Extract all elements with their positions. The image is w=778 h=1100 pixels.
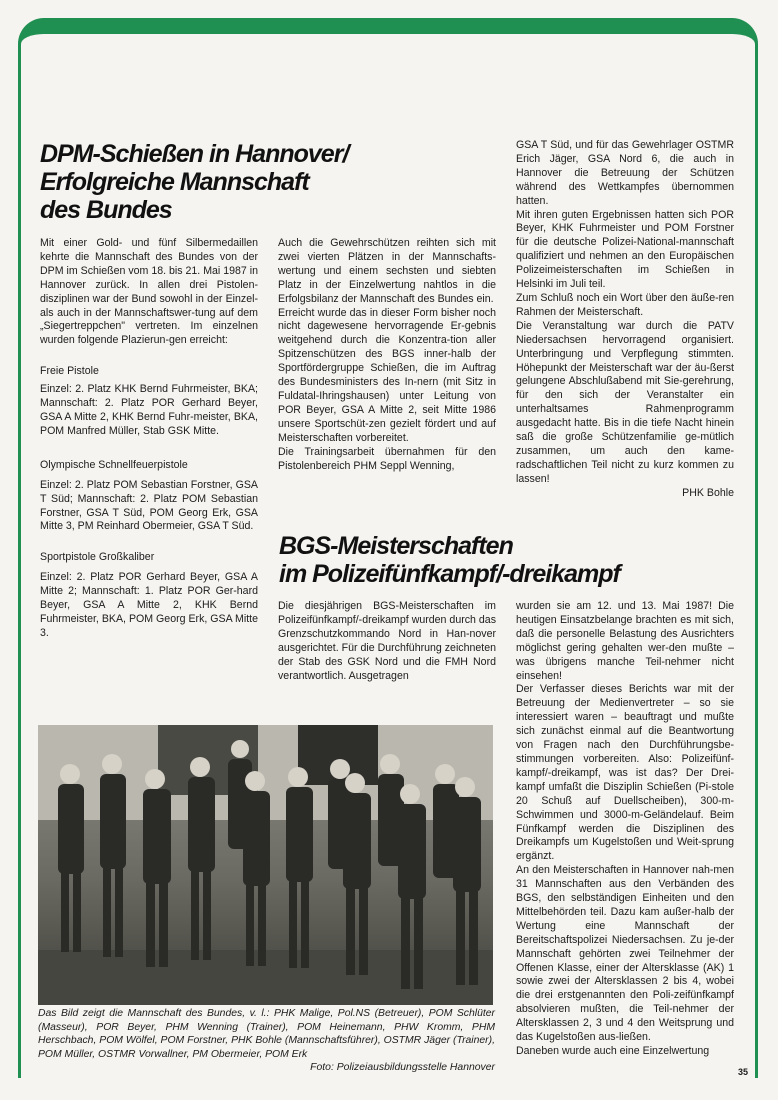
article1-column-1 <box>40 237 258 641</box>
result-freie-pistole: Einzel: 2. Platz KHK Bernd Fuhrmeister, BKA; Mannschaft: 2. Platz POR Gerhard Beyer, GSA A Mitte 2, KHK Bernd Fuhr-meister, BKA, POM Manfred Müller, Stab GSK Mitte. <box>40 383 258 437</box>
team-photo-image <box>38 725 493 1005</box>
article2-column-1 <box>278 600 496 683</box>
subheading-schnellfeuerpistole: Olympische Schnellfeuerpistole <box>40 458 188 471</box>
photo-credit: Foto: Polizeiausbildungsstelle Hannover <box>310 1062 495 1074</box>
paragraph: Zum Schluß noch ein Wort über den äuße-ren Rahmen der Meisterschaft. <box>516 291 734 318</box>
paragraph: An den Meisterschaften in Hannover nah-men 31 Mannschaften aus den Verbänden des BGS, den selbständigen Einheiten und den Mittelbehörden teil. Dazu kam außer-halb der Wertung eine Mannschaft der Bereitschaftspolizei Niedersachsen. Zu je-der Mannschaft gehörten zwei Teilnehmer der Offenen Klasse, einer der Altersklasse (AK) 1 sowie zwei der Altersklassen 2 bis 4, wobei die drei erstgenannten den Poli-zeifünfkampf absolvieren mußten, die Teil-nehmer der Altersklassen 2, 3 und 4 den Weitsprung und das Kugelstoßen aus-ließen. <box>516 864 734 1044</box>
caption-text: Das Bild zeigt die Mannschaft des Bundes, v. l.: PHK Malige, Pol.NS (Betreuer), POM Schlüter (Masseur), POR Beyer, PHM Wenning (Trainer), POM Heinemann, PHW Kromm, PHM Herschbach, POM Wölfel, POM Forstner, PHK Bohle (Mannschaftsführer), OSTMR Jäger (Trainer), POM Müller, OSTMR Vorwallner, PM Obermeier, POM Erk <box>38 1008 495 1060</box>
page-number: 35 <box>738 1067 749 1077</box>
article2-title-line: im Polizeifünfkampf/-dreikampf <box>279 560 620 588</box>
article1-title-line: Erfolgreiche Mannschaft <box>40 168 309 196</box>
team-photo <box>38 725 493 1005</box>
paragraph: Daneben wurde auch eine Einzelwertung <box>516 1045 710 1057</box>
result-sportpistole: Einzel: 2. Platz POR Gerhard Beyer, GSA A Mitte 2; Mannschaft: 1. Platz POR Ger-hard Beyer, GSA A Mitte 2, KHK Bernd Fuhrmeister, BKA, POM Georg Erk, GSA Mitte 3. <box>40 571 258 639</box>
article2-title <box>279 532 739 588</box>
paragraph: Erreicht wurde das in dieser Form bisher noch nicht dagewesene hervorragende Er-gebnis weitgehend durch die Konzentra-tion aller Spitzenschützen des BGS inner-halb der Sportfördergruppe Schießen, die im Auftrag des Bundesministers des In-nern (mit Sitz in Fuldatal-Ihringshausen) unter Leitung von POR Beyer, GSA A Mitte 2, seit Mitte 1986 unsere Sportschüt-zen gezielt fördert und auf Meisterschaften vorbereitet. <box>278 306 496 444</box>
paragraph: GSA T Süd, und für das Gewehrlager OSTMR Erich Jäger, GSA Nord 6, die auch in Hannover die Betreuung der Schützen während des Wettkampfes übernommen hatten. <box>516 139 734 207</box>
article1-title-line: des Bundes <box>40 196 172 224</box>
article1-column-2 <box>278 237 496 473</box>
article1-title-line: DPM-Schießen in Hannover/ <box>40 140 349 168</box>
paragraph: Auch die Gewehrschützen reihten sich mit zwei vierten Plätzen in der Mannschafts-wertung und einem sechsten und siebten Platz in der Einzelwertung nahtlos in die Erfolgsbilanz der Mannschaft des Bundes ein. <box>278 237 496 305</box>
paragraph: Die Veranstaltung war durch die PATV Niedersachsen hervorragend organisiert. Unterbringung und Verpflegung stimmten. Höhepunkt der Meisterschaft war der äu-ßerst gelungene Abschlußabend mit Sie-gerehrung, für den sich der Veranstalter ein unterhaltsames Rahmenprogramm ausgedacht hatte. Bis in die tiefe Nacht hinein saß die große Schützenfamilie ge-mütlich zusammen, um auch den kame-radschaftlichen Teil nicht zu kurz kommen zu lassen! <box>516 319 734 485</box>
article1-title <box>40 140 440 224</box>
article2-column-2 <box>516 600 734 1059</box>
result-schnellfeuerpistole: Einzel: 2. Platz POM Sebastian Forstner, GSA T Süd; Mannschaft: 2. Platz POM Sebastian Forstner, GSA T Süd, POM Georg Erk, GSA Mitte 3, PM Reinhard Obermeier, GSA T Süd. <box>40 478 258 533</box>
paragraph: wurden sie am 12. und 13. Mai 1987! Die heutigen Einsatzbelange brachten es mit sich, daß die personelle Belastung des Ausrichters möglichst gering gehalten wer-den mußte – was übrigens manche Teil-nehmer nicht einsehen! <box>516 600 734 682</box>
paragraph: Mit ihren guten Ergebnissen hatten sich POR Beyer, KHK Fuhrmeister und POM Forstner für die deutsche Polizei-National-mannschaft qualifiziert und nehmen an den Europäischen Polizeimeisterschaften im Schießen in Helsinki im Juli teil. <box>516 208 734 291</box>
article1-intro: Mit einer Gold- und fünf Silbermedaillen kehrte die Mannschaft des Bundes von der DPM im Schießen vom 18. bis 21. Mai 1987 in Hannover zurück. In allen drei Pistolen-disziplinen war der Bund sowohl in der Einzel- als auch in der Mannschaftswer-tung auf dem „Siegertreppchen" vertreten. Im einzelnen wurden folgende Plazierun-gen erreicht: <box>40 237 258 347</box>
subheading-freie-pistole: Freie Pistole <box>40 365 99 378</box>
photo-caption <box>38 1007 495 1075</box>
paragraph: Der Verfasser dieses Berichts war mit der Betreuung der Medienvertreter – so sie interessiert waren – beauftragt und mußte sich zunächst einmal auf die Beantwortung von Fragen nach den Durchführungsbe-stimmungen vorbereiten. Also: Polizeifünf-kampf/-dreikampf, was ist das? Der Drei-kampf umfaßt die Disziplin Schießen (Pi-stole 20 Schuß auf Duellscheiben), 300-m-Schwimmen und 3000-m-Geländelauf. Beim Fünfkampf werden die Disziplinen des Dreikampfs um Kugelstoßen und Weit-sprung ergänzt. <box>516 683 734 863</box>
article2-title-line: BGS-Meisterschaften <box>279 532 513 560</box>
subheading-sportpistole: Sportpistole Großkaliber <box>40 551 155 564</box>
paragraph: Die Trainingsarbeit übernahmen für den Pistolenbereich PHM Seppl Wenning, <box>278 445 496 472</box>
paragraph: Die diesjährigen BGS-Meisterschaften im Polizeifünfkampf/-dreikampf wurden durch das Grenzschutzkommando Nord in Han-nover ausgerichtet. Für die Durchführung zeichneten der Stab des GSK Nord und die FMH Nord verantwortlich. Ausgetragen <box>278 600 496 682</box>
article1-column-3 <box>516 139 734 501</box>
author: PHK Bohle <box>682 486 734 499</box>
